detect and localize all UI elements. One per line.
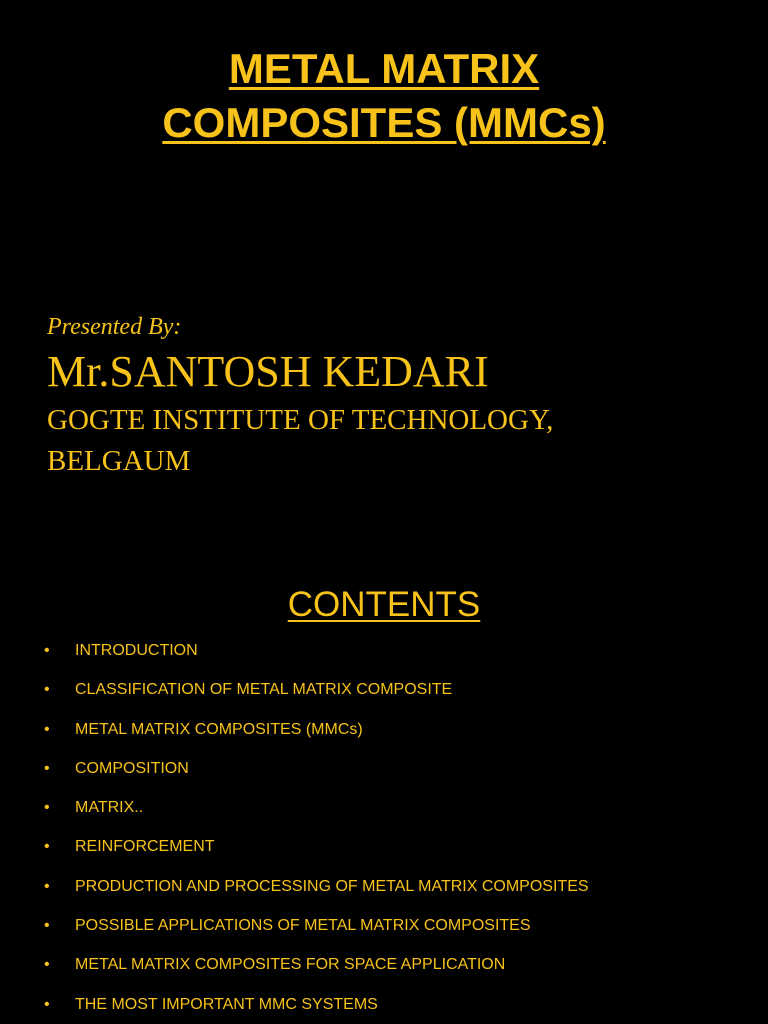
contents-item-text: COMPOSITION (75, 759, 189, 777)
bullet-icon: • (44, 681, 50, 699)
presenter-block (47, 310, 737, 482)
contents-list-item (44, 873, 744, 912)
title-line-1: METAL MATRIX (228, 45, 540, 92)
contents-item-text: POSSIBLE APPLICATIONS OF METAL MATRIX COMPOSITES (75, 917, 531, 935)
institute-line-1: GOGTE INSTITUTE OF TECHNOLOGY, (47, 404, 554, 436)
bullet-icon: • (44, 995, 50, 1013)
bullet-icon: • (44, 917, 50, 935)
contents-list-item (44, 676, 744, 715)
contents-list-item (44, 755, 744, 794)
title-line-2: COMPOSITES (MMCs) (162, 99, 606, 146)
contents-list-item (44, 991, 744, 1024)
contents-list-item (44, 716, 744, 755)
contents-list-item (44, 637, 744, 676)
bullet-icon: • (44, 838, 50, 856)
presented-by-label: Presented By: (47, 314, 182, 340)
contents-list-item (44, 833, 744, 872)
contents-list-item (44, 794, 744, 833)
contents-item-text: THE MOST IMPORTANT MMC SYSTEMS (75, 995, 378, 1013)
contents-item-text: PRODUCTION AND PROCESSING OF METAL MATRIX COMPOSITES (75, 877, 589, 895)
contents-list-item (44, 912, 744, 951)
presenter-name: Mr.SANTOSH KEDARI (47, 347, 489, 396)
contents-list (44, 637, 744, 1024)
institute-name (47, 400, 737, 482)
contents-item-text: CLASSIFICATION OF METAL MATRIX COMPOSITE (75, 681, 453, 699)
contents-heading: CONTENTS (287, 585, 481, 624)
contents-item-text: REINFORCEMENT (75, 838, 215, 856)
bullet-icon: • (44, 720, 50, 738)
contents-item-text: INTRODUCTION (75, 642, 198, 659)
bullet-icon: • (44, 799, 50, 817)
bullet-icon: • (44, 759, 50, 777)
contents-item-text: METAL MATRIX COMPOSITES (MMCs) (75, 720, 363, 738)
institute-line-2: BELGAUM (47, 445, 191, 477)
contents-item-text: METAL MATRIX COMPOSITES FOR SPACE APPLICATION (75, 956, 506, 974)
slide-title (0, 42, 768, 150)
bullet-icon: • (44, 877, 50, 895)
bullet-icon: • (44, 956, 50, 974)
contents-item-text: MATRIX.. (75, 799, 144, 817)
bullet-icon: • (44, 642, 50, 659)
contents-list-item (44, 951, 744, 990)
